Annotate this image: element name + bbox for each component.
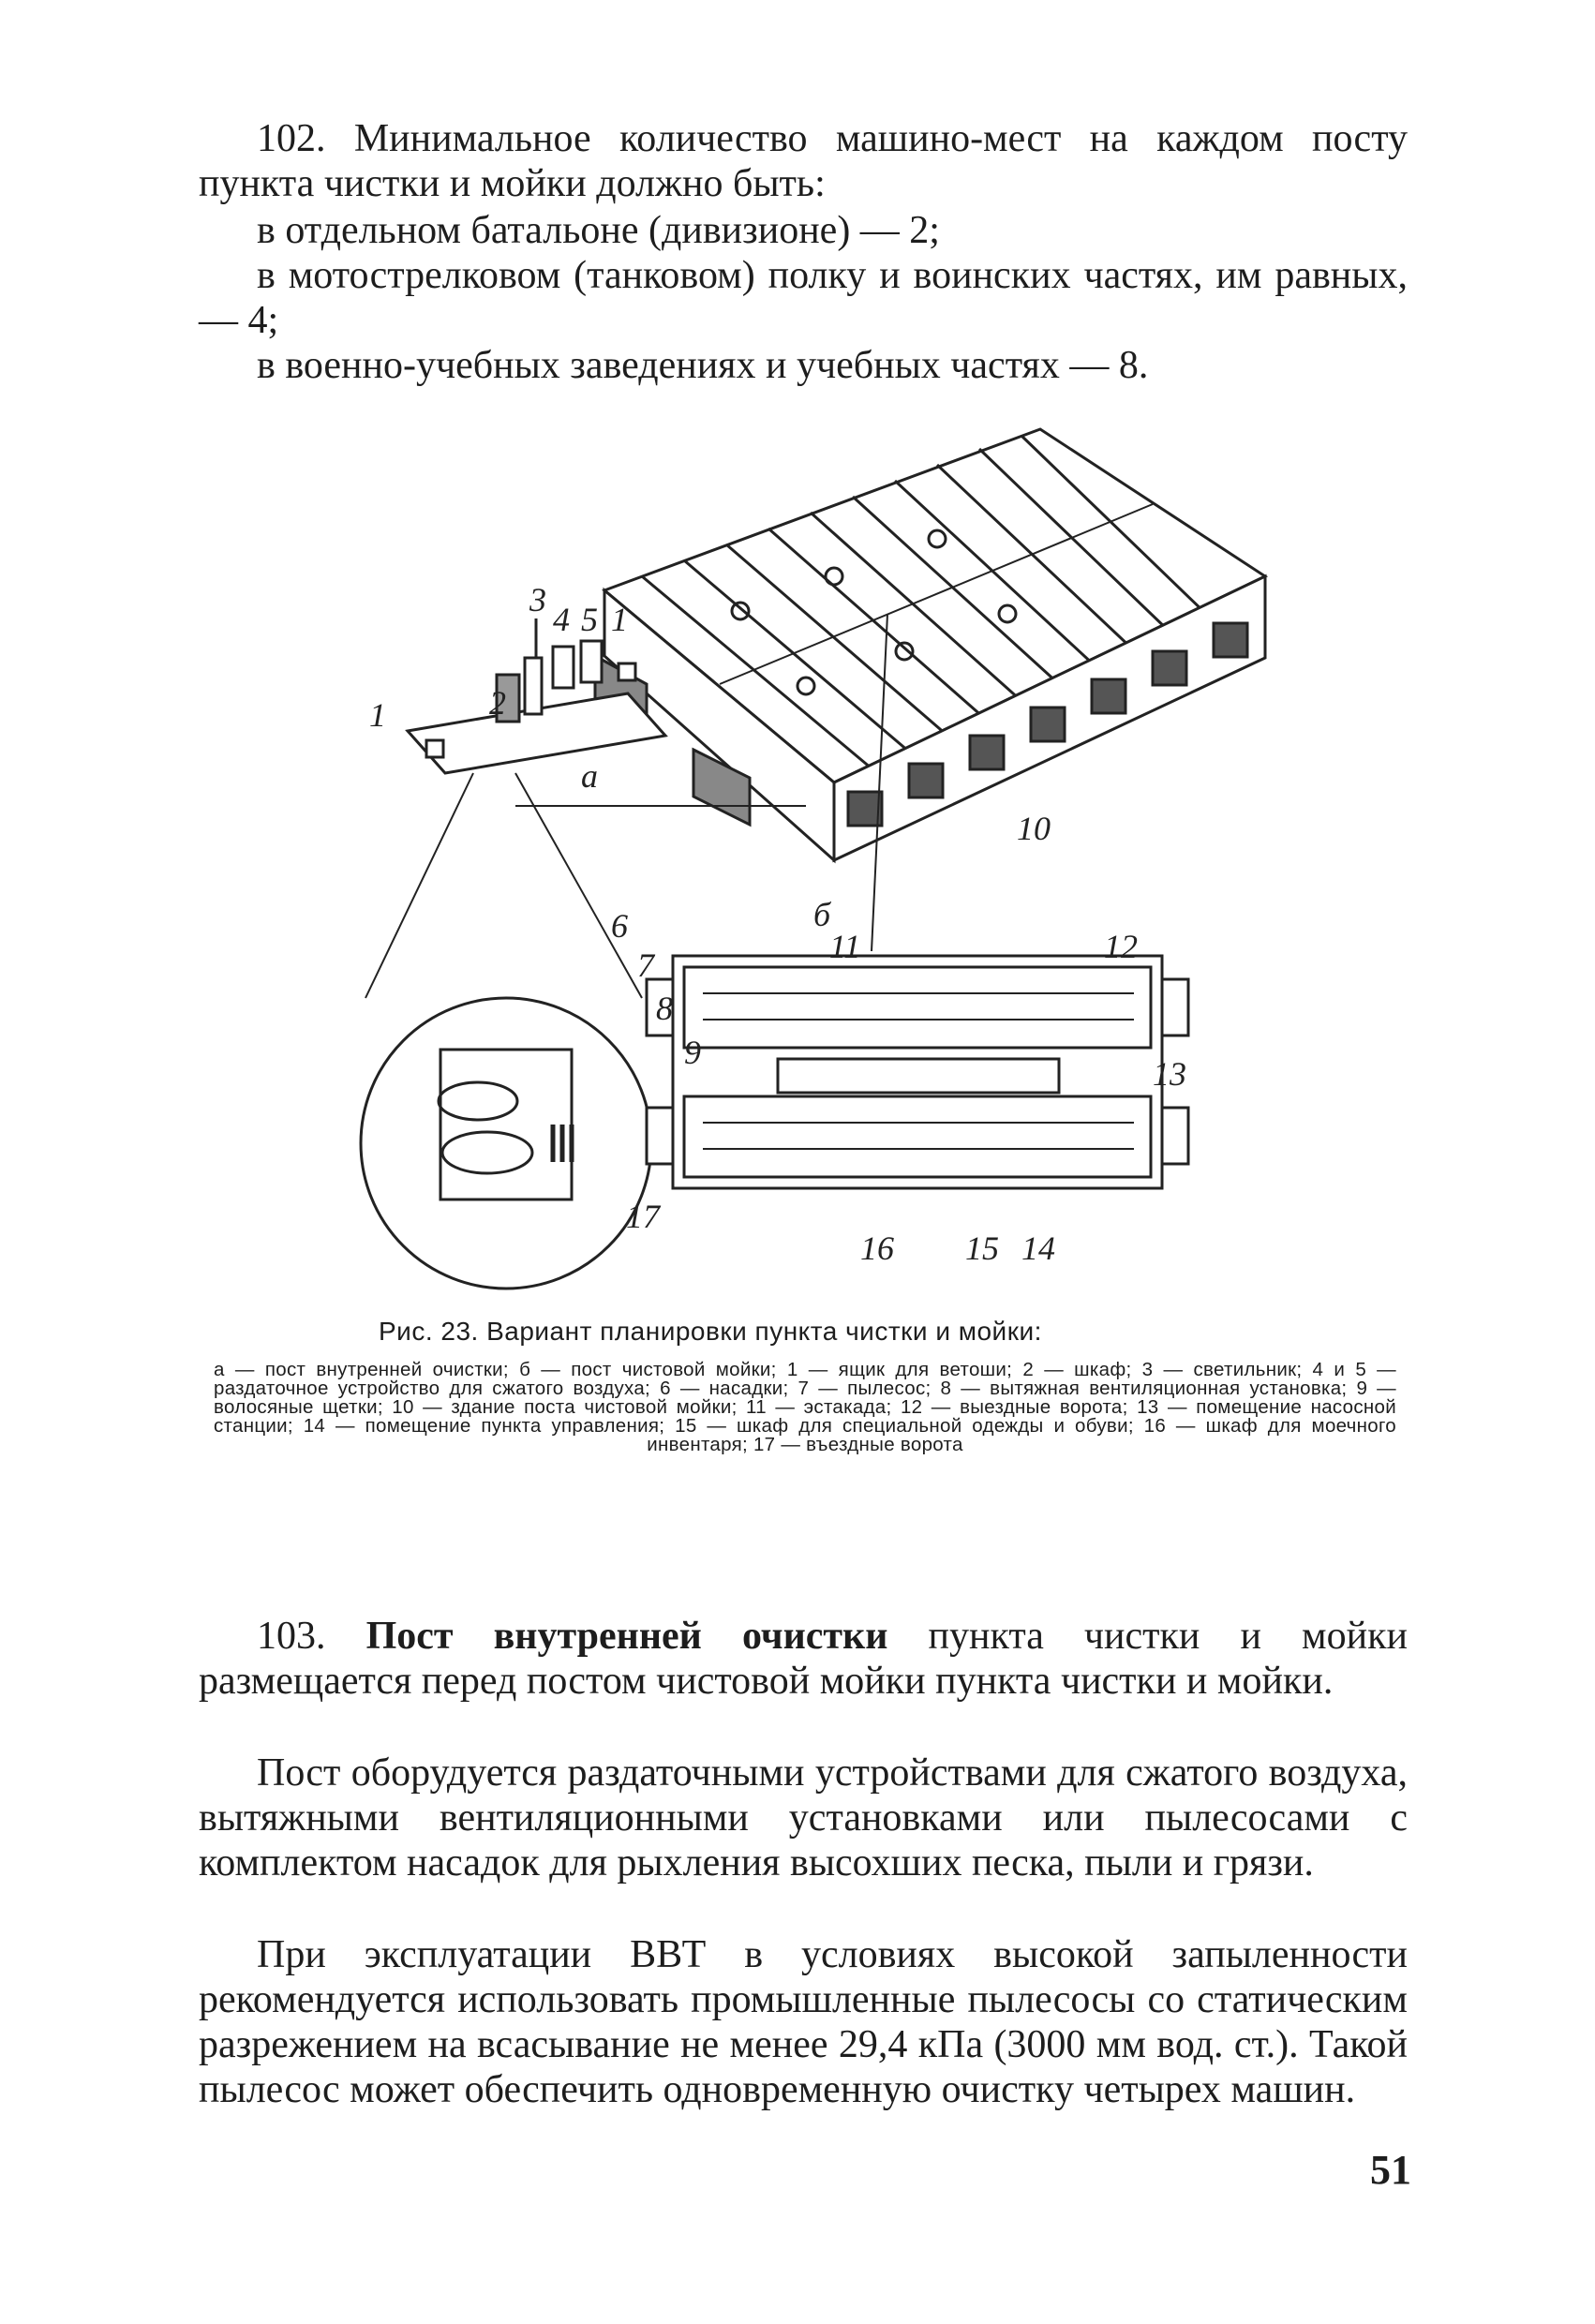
label-14: 14: [1021, 1229, 1055, 1267]
paragraph-102-lead: 102. Минимальное количество машино-мест на каждом посту пункта чистки и мойки должно быть:: [199, 117, 1408, 205]
label-1-left: 1: [369, 696, 386, 734]
label-4: 4: [553, 601, 570, 638]
label-12: 12: [1104, 928, 1138, 965]
label-11: 11: [829, 928, 861, 965]
label-9: 9: [684, 1034, 701, 1071]
cabinet-detail-drawing: [361, 773, 651, 1289]
paragraph-103-number: 103.: [257, 1615, 326, 1658]
paragraph-103-rest: пункта чистки и мойки размещается перед постом чистовой мойки пункта чистки и мойки.: [199, 1615, 1408, 1703]
figure-caption-title: Рис. 23. Вариант планировки пункта чистки и мойки:: [379, 1317, 1042, 1346]
paragraph-103-title: Пост внутренней очистки: [365, 1615, 888, 1658]
label-3: 3: [529, 581, 546, 618]
label-15: 15: [965, 1229, 999, 1267]
label-8: 8: [656, 990, 673, 1027]
paragraph-103: [199, 1614, 1408, 1704]
paragraph-102-item-3: в военно-учебных заведениях и учебных частях — 8.: [257, 344, 1149, 387]
wash-building-drawing: [515, 429, 1265, 860]
page-number: 51: [1370, 2147, 1411, 2193]
label-10: 10: [1017, 810, 1051, 847]
label-17: 17: [626, 1198, 660, 1235]
paragraph-102-item-1: в отдельном батальоне (дивизионе) — 2;: [257, 209, 940, 252]
label-1-right: 1: [611, 601, 628, 638]
label-7: 7: [637, 946, 654, 984]
label-16: 16: [860, 1229, 894, 1267]
label-6: 6: [611, 907, 628, 945]
label-2: 2: [489, 684, 506, 722]
label-a: а: [581, 757, 598, 795]
paragraph-103-equipment: Пост оборудуется раздаточными устройствами для сжатого воздуха, вытяжными вентиляционными установками или пылесосами с комплектом насадок для рыхления высохших песка, пыли и грязи.: [199, 1751, 1408, 1885]
paragraph-103-dust-conditions: При эксплуатации ВВТ в условиях высокой запыленности рекомендуется использовать промышленные пылесосы со статическим разрежением на всасывание не менее 29,4 кПа (3000 мм вод. ст.). Такой пылесос может обеспечить одновременную очистку четырех машин.: [199, 1933, 1408, 2111]
label-b: б: [813, 896, 831, 933]
figure-23-drawing: [272, 412, 1424, 1303]
label-5: 5: [581, 601, 598, 638]
paragraph-102-item-2: в мотострелковом (танковом) полку и воинских частях, им равных,— 4;: [199, 254, 1408, 342]
label-13: 13: [1153, 1055, 1186, 1093]
figure-caption-legend: а — пост внутренней очистки; б — пост чистовой мойки; 1 — ящик для ветоши; 2 — шкаф; 3 — светильник; 4 и 5 — раздаточное устройство для сжатого воздуха; 6 — насадки; 7 — пылесос; 8 — вытяжная вентиляционная установка; 9 — волосяные щетки; 10 — здание поста чистовой мойки; 11 — эстакада; 12 — выездные ворота; 13 — помещение насосной станции; 14 — помещение пункта управления; 15 — шкаф для специальной одежды и обуви; 16 — шкаф для моечного инвентаря; 17 — въездные ворота: [214, 1359, 1396, 1455]
